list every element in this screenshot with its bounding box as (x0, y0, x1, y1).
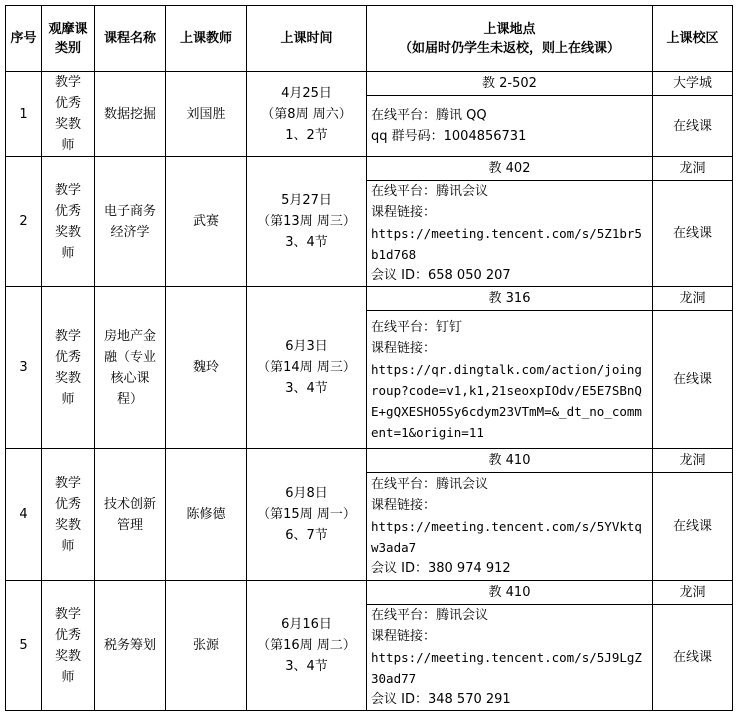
category-cell: 教学优秀奖教师 (42, 72, 95, 157)
seq-cell: 3 (6, 287, 42, 449)
seq-cell: 1 (6, 72, 42, 157)
teacher-cell: 张源 (166, 581, 247, 711)
online-info-cell-line: 课程链接： (371, 205, 437, 220)
header-course: 课程名称 (95, 6, 166, 72)
online-info-cell-line: roup?code=v1,k1,21seoxpIOdv/E5E7SBnQ (371, 382, 642, 398)
online-info-cell (367, 311, 653, 449)
campus-online-cell: 在线课 (653, 473, 733, 581)
header-location (367, 6, 653, 72)
table-row (6, 287, 733, 311)
time-cell-line: （第8周 周六） (261, 106, 352, 122)
course-name-cell: 税务筹划 (95, 581, 166, 711)
table-row (6, 157, 733, 181)
online-info-cell-line: https://qr.dingtalk.com/action/joing (371, 361, 642, 377)
online-info-cell-line: https://meeting.tencent.com/s/5J9LgZ (371, 650, 642, 665)
seq-cell: 2 (6, 157, 42, 287)
category-cell: 教学优秀奖教师 (42, 581, 95, 711)
campus-online-cell: 在线课 (653, 96, 733, 157)
campus-online-cell: 在线课 (653, 311, 733, 449)
category-cell: 教学优秀奖教师 (42, 287, 95, 449)
campus-cell: 龙洞 (653, 157, 733, 181)
schedule-table (5, 5, 733, 711)
time-cell-line: 6月16日 (281, 617, 332, 632)
time-cell-line: 6月3日 (285, 339, 328, 354)
time-cell-line: （第16周 周二） (257, 638, 356, 653)
time-cell (247, 581, 367, 711)
time-cell-line: 3、4节 (285, 235, 328, 250)
header-location-note: （如届时仍学生未返校，则上在线课） (398, 40, 620, 56)
time-cell-line: 4月25日 (281, 85, 332, 101)
course-name-cell: 房地产金融（专业核心课程） (95, 287, 166, 449)
course-name-cell: 技术创新管理 (95, 449, 166, 581)
online-info-cell-line: https://meeting.tencent.com/s/5Z1br5 (371, 226, 642, 241)
campus-online-cell: 在线课 (653, 181, 733, 287)
schedule-body (6, 72, 733, 711)
time-cell (247, 72, 367, 157)
room-cell: 教 316 (367, 287, 653, 311)
table-row (6, 72, 733, 96)
online-info-cell-line: 课程链接： (371, 498, 437, 513)
online-info-cell-line: 会议 ID：380 974 912 (371, 561, 511, 576)
header-seq: 序号 (6, 6, 42, 72)
online-info-cell-line: 在线平台：腾讯会议 (371, 608, 489, 623)
time-cell-line: 5月27日 (281, 193, 332, 208)
teacher-cell: 陈修德 (166, 449, 247, 581)
online-info-cell-line: 在线平台：腾讯会议 (371, 477, 489, 492)
seq-cell: 5 (6, 581, 42, 711)
header-row (6, 6, 733, 72)
time-cell-line: 1、2节 (285, 127, 328, 143)
online-info-cell-line: 会议 ID：658 050 207 (371, 268, 511, 283)
time-cell-line: 6、7节 (285, 528, 328, 543)
header-teacher: 上课教师 (166, 6, 247, 72)
online-info-cell-line: 30ad77 (371, 671, 417, 686)
online-info-cell (367, 473, 653, 581)
room-cell: 教 402 (367, 157, 653, 181)
time-cell (247, 449, 367, 581)
campus-cell: 龙洞 (653, 287, 733, 311)
online-info-cell-line: E+gQXESHO5Sy6cdym23VTmM=&_dt_no_comm (371, 403, 642, 419)
online-info-cell (367, 96, 653, 157)
time-cell (247, 157, 367, 287)
online-info-cell-line: 在线平台：腾讯会议 (371, 184, 489, 199)
header-campus: 上课校区 (653, 6, 733, 72)
time-cell-line: （第14周 周三） (257, 360, 356, 375)
teacher-cell: 武赛 (166, 157, 247, 287)
teacher-cell: 魏玲 (166, 287, 247, 449)
online-info-cell-line: 在线平台：腾讯 QQ (371, 108, 487, 124)
header-category: 观摩课类别 (42, 6, 95, 72)
online-info-cell (367, 181, 653, 287)
online-info-cell-line: qq 群号码：1004856731 (371, 129, 527, 145)
time-cell (247, 287, 367, 449)
time-cell-line: 3、4节 (285, 659, 328, 674)
campus-cell: 龙洞 (653, 581, 733, 605)
room-cell: 教 2-502 (367, 72, 653, 96)
teacher-cell: 刘国胜 (166, 72, 247, 157)
time-cell-line: 3、4节 (285, 381, 328, 396)
time-cell-line: （第13周 周三） (257, 214, 356, 229)
table-row (6, 581, 733, 605)
header-location-title: 上课地点 (483, 21, 536, 37)
online-info-cell-line: https://meeting.tencent.com/s/5YVktq (371, 519, 642, 534)
online-info-cell-line: 会议 ID：348 570 291 (371, 692, 511, 707)
online-info-cell (367, 605, 653, 711)
room-cell: 教 410 (367, 581, 653, 605)
time-cell-line: 6月8日 (285, 486, 328, 501)
campus-cell: 龙洞 (653, 449, 733, 473)
online-info-cell-line: 课程链接： (371, 629, 437, 644)
header-time: 上课时间 (247, 6, 367, 72)
seq-cell: 4 (6, 449, 42, 581)
online-info-cell-line: b1d768 (371, 247, 417, 262)
category-cell: 教学优秀奖教师 (42, 157, 95, 287)
campus-cell: 大学城 (653, 72, 733, 96)
online-info-cell-line: ent=1&origin=11 (371, 424, 484, 440)
online-info-cell-line: w3ada7 (371, 540, 417, 555)
table-row (6, 449, 733, 473)
course-name-cell: 电子商务经济学 (95, 157, 166, 287)
time-cell-line: （第15周 周一） (257, 507, 356, 522)
room-cell: 教 410 (367, 449, 653, 473)
category-cell: 教学优秀奖教师 (42, 449, 95, 581)
campus-online-cell: 在线课 (653, 605, 733, 711)
online-info-cell-line: 课程链接： (371, 340, 437, 356)
online-info-cell-line: 在线平台：钉钉 (371, 319, 463, 335)
course-name-cell: 数据挖掘 (95, 72, 166, 157)
